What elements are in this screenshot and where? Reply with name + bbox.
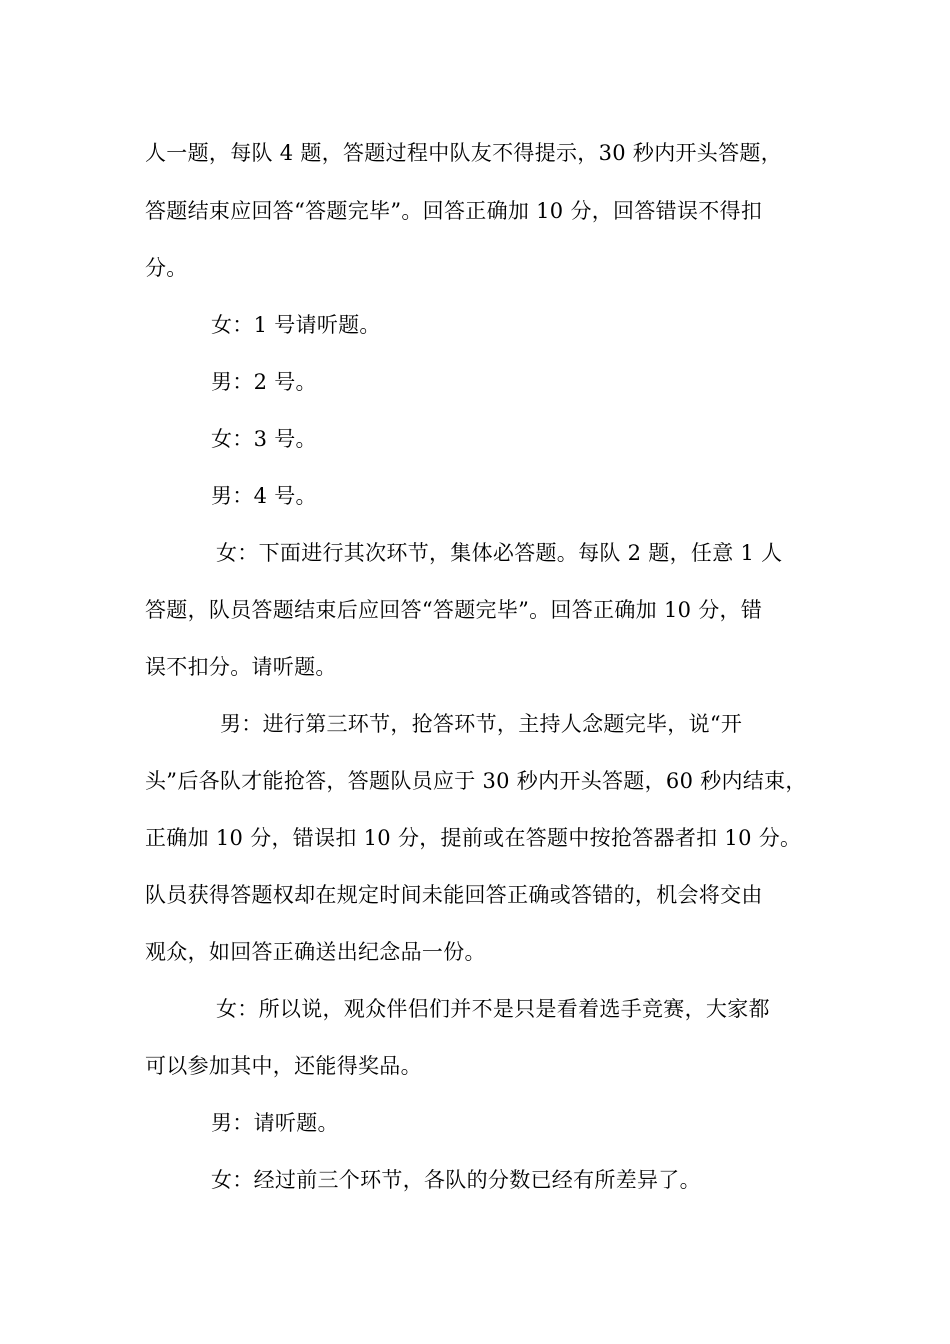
dialogue-line: 女：3 号。 (211, 427, 317, 451)
dialogue-line: 男：请听题。 (211, 1111, 339, 1135)
text-line: 正确加 10 分，错误扣 10 分，提前或在答题中按抢答器者扣 10 分。 (145, 826, 802, 850)
dialogue-line: 男：4 号。 (211, 484, 317, 508)
text-line: 队员获得答题权却在规定时间未能回答正确或答错的，机会将交由 (145, 883, 763, 907)
text-line: 可以参加其中，还能得奖品。 (145, 1054, 422, 1078)
text-line: 分。 (145, 256, 188, 280)
text-line: 答题结束应回答“答题完毕”。回答正确加 10 分，回答错误不得扣 (145, 199, 763, 223)
dialogue-line: 女：所以说，观众伴侣们并不是只是看着选手竞赛，大家都 (216, 997, 770, 1021)
dialogue-line: 男：2 号。 (211, 370, 317, 394)
dialogue-line: 女：1 号请听题。 (211, 313, 381, 337)
dialogue-line: 女：经过前三个环节，各队的分数已经有所差异了。 (211, 1168, 701, 1192)
text-line: 观众，如回答正确送出纪念品一份。 (145, 940, 486, 964)
text-line: 人一题，每队 4 题，答题过程中队友不得提示，30 秒内开头答题， (145, 141, 783, 165)
text-line: 答题，队员答题结束后应回答“答题完毕”。回答正确加 10 分，错 (145, 598, 763, 622)
text-line: 误不扣分。请听题。 (145, 655, 337, 679)
dialogue-line: 男：进行第三环节，抢答环节，主持人念题完毕，说“开 (220, 712, 743, 736)
dialogue-line: 女：下面进行其次环节，集体必答题。每队 2 题，任意 1 人 (216, 541, 783, 565)
text-line: 头”后各队才能抢答，答题队员应于 30 秒内开头答题，60 秒内结束， (145, 769, 807, 793)
